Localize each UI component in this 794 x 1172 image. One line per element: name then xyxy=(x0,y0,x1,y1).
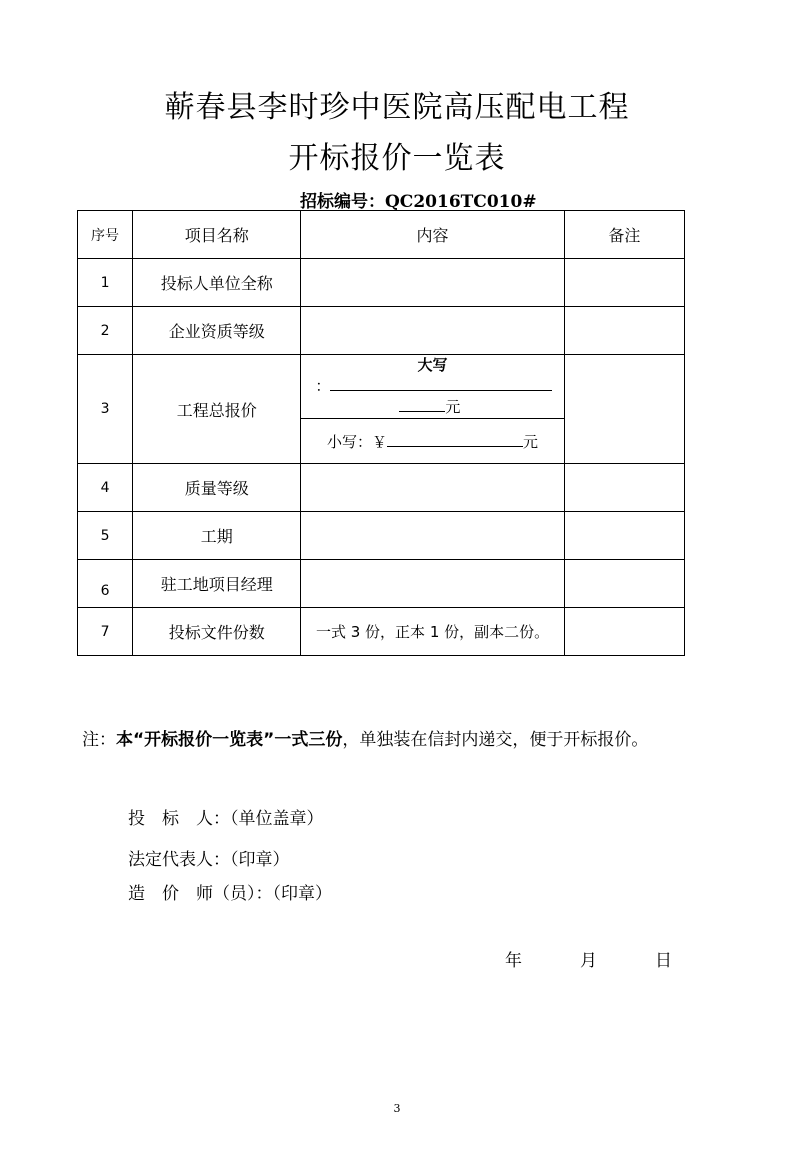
row-name: 驻工地项目经理 xyxy=(133,560,301,608)
row-no: 7 xyxy=(78,608,133,656)
row-name: 工期 xyxy=(133,512,301,560)
row-content xyxy=(301,259,564,307)
table-row xyxy=(78,512,685,560)
capital-label: 大写 xyxy=(417,356,448,374)
row-remark xyxy=(564,464,684,512)
small-blank xyxy=(387,432,523,447)
bid-number: 招标编号：QC2016TC010# xyxy=(300,192,537,212)
table-row xyxy=(78,464,685,512)
note-bold: 本“开标报价一览表”一式三份 xyxy=(116,730,343,750)
total-price-small xyxy=(301,419,564,464)
row-content xyxy=(301,307,564,355)
row-name: 投标文件份数 xyxy=(133,608,301,656)
row-content xyxy=(301,560,564,608)
capital-unit: 元 xyxy=(445,398,461,416)
page-number: 3 xyxy=(393,1102,401,1115)
signature-legal-rep: 法定代表人：（印章） xyxy=(128,850,290,870)
small-label: 小写：￥ xyxy=(327,432,388,451)
row-name: 工程总报价 xyxy=(133,355,301,464)
date-year: 年 xyxy=(505,951,522,971)
header-remark: 备注 xyxy=(564,211,684,259)
row-name: 投标人单位全称 xyxy=(133,259,301,307)
document-subtitle: 开标报价一览表 xyxy=(288,141,506,176)
row-no: 6 xyxy=(78,560,133,608)
capital-blank-2 xyxy=(399,397,445,412)
note-rest: ，单独装在信封内递交，便于开标报价。 xyxy=(342,730,649,750)
quote-table xyxy=(77,210,685,656)
row-remark xyxy=(564,259,684,307)
header-content: 内容 xyxy=(301,211,564,259)
row-content xyxy=(301,464,564,512)
document-title: 蕲春县李时珍中医院高压配电工程 xyxy=(164,90,630,125)
row-name: 质量等级 xyxy=(133,464,301,512)
row-no: 5 xyxy=(78,512,133,560)
row-remark xyxy=(564,608,684,656)
row-remark xyxy=(564,560,684,608)
row-remark xyxy=(564,307,684,355)
capital-colon: ： xyxy=(315,377,331,395)
capital-blank xyxy=(330,376,552,391)
row-no: 4 xyxy=(78,464,133,512)
table-row xyxy=(78,259,685,307)
row-content: 一式 3 份，正本 1 份，副本二份。 xyxy=(301,608,564,656)
note-paragraph xyxy=(82,720,722,760)
row-content xyxy=(301,512,564,560)
date-month: 月 xyxy=(580,951,597,971)
total-price-capital xyxy=(301,355,564,419)
date-line xyxy=(505,946,672,971)
header-item-name: 项目名称 xyxy=(133,211,301,259)
date-day: 日 xyxy=(655,951,672,971)
table-row xyxy=(78,560,685,608)
row-name: 企业资质等级 xyxy=(133,307,301,355)
table-header-row xyxy=(78,211,685,259)
table-row xyxy=(78,355,685,419)
row-remark xyxy=(564,355,684,464)
header-no: 序号 xyxy=(78,211,133,259)
signature-cost-engineer: 造 价 师（员）：（印章） xyxy=(128,884,332,904)
table-row xyxy=(78,608,685,656)
row-remark xyxy=(564,512,684,560)
signature-bidder: 投 标 人：（单位盖章） xyxy=(128,809,324,829)
row-no: 1 xyxy=(78,259,133,307)
small-unit: 元 xyxy=(523,432,539,451)
row-no: 2 xyxy=(78,307,133,355)
row-no: 3 xyxy=(78,355,133,464)
note-prefix: 注： xyxy=(82,730,116,750)
table-row xyxy=(78,307,685,355)
